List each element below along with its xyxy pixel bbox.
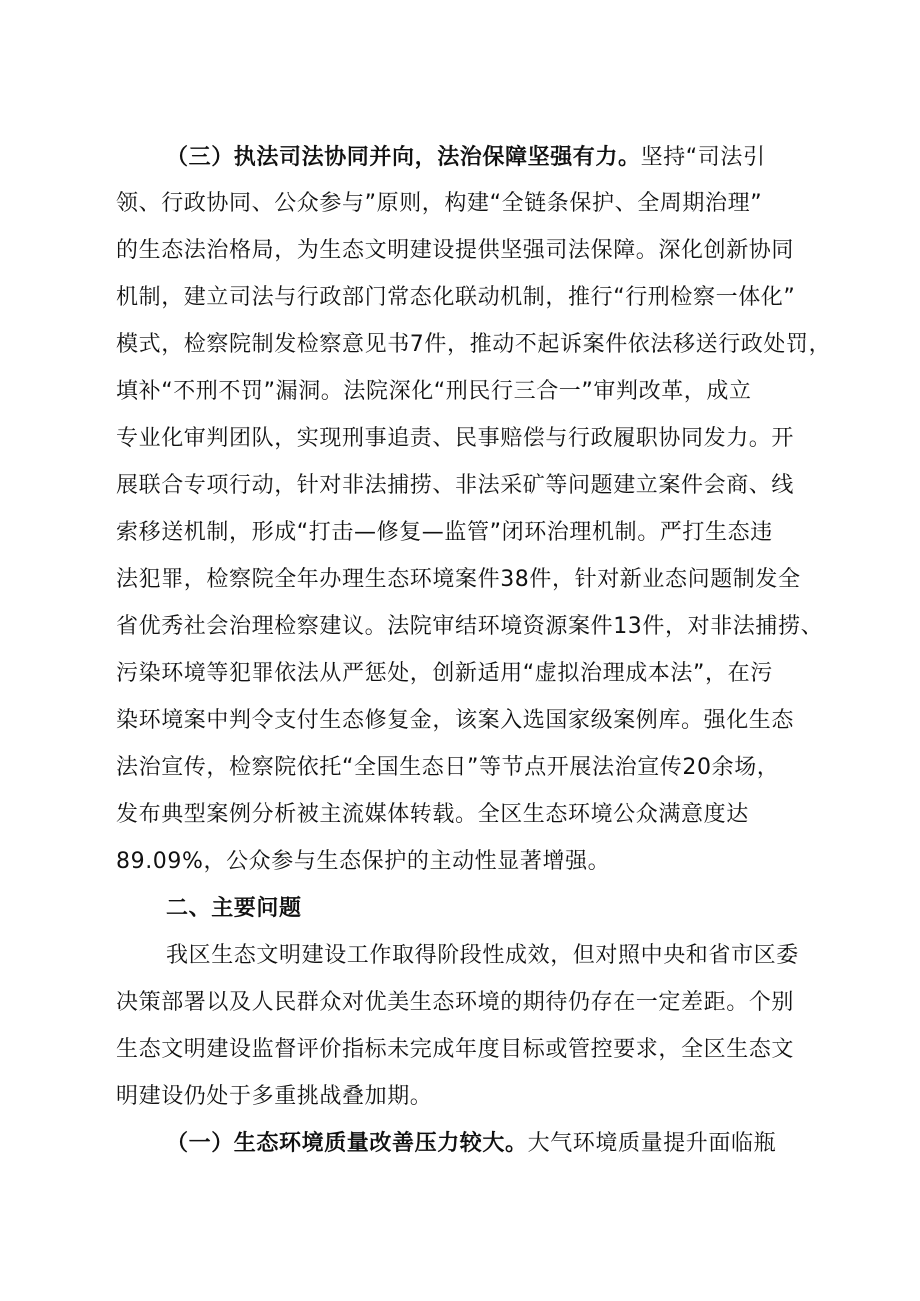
paragraph-line: 明建设仍处于多重挑战叠加期。	[116, 1084, 433, 1109]
section-heading-main-problems: 二、主要问题	[166, 896, 302, 921]
paragraph-line: 污染环境等犯罪依法从严惩处，创新适用“虚拟治理成本法”，在污	[116, 661, 773, 686]
subsection-1-first-line	[166, 1129, 776, 1159]
paragraph-line: 领、行政协同、公众参与”原则，构建“全链条保护、全周期治理”	[116, 191, 763, 216]
paragraph-line: 省优秀社会治理检察建议。法院审结环境资源案件13件，对非法捕捞、	[116, 614, 824, 639]
paragraph-line: 我区生态文明建设工作取得阶段性成效，但对照中央和省市区委	[166, 943, 799, 968]
paragraph-line: 机制，建立司法与行政部门常态化联动机制，推行“行刑检察一体化”	[116, 285, 796, 310]
section-3-heading: （三）执法司法协同并向，法治保障坚强有力。	[166, 145, 641, 170]
paragraph-line: 决策部署以及人民群众对优美生态环境的期待仍存在一定差距。个别	[116, 990, 795, 1015]
paragraph-line: 展联合专项行动，针对非法捕捞、非法采矿等问题建立案件会商、线	[116, 473, 795, 498]
paragraph-line: 的生态法治格局，为生态文明建设提供坚强司法保障。深化创新协同	[116, 238, 795, 263]
paragraph-line: 索移送机制，形成“打击—修复—监管”闭环治理机制。严打生态违	[116, 520, 773, 545]
paragraph-line: 专业化审判团队，实现刑事追责、民事赔偿与行政履职协同发力。开	[116, 426, 795, 451]
paragraph-line: 染环境案中判令支付生态修复金，该案入选国家级案例库。强化生态	[116, 708, 795, 733]
paragraph-line: 大气环境质量提升面临瓶	[527, 1131, 777, 1156]
subsection-1-heading: （一）生态环境质量改善压力较大。	[166, 1131, 528, 1156]
paragraph-line: 89.09%，公众参与生态保护的主动性显著增强。	[116, 849, 611, 874]
paragraph-line: 模式，检察院制发检察意见书7件，推动不起诉案件依法移送行政处罚，	[116, 332, 832, 357]
paragraph-line: 法犯罪，检察院全年办理生态环境案件38件，针对新业态问题制发全	[116, 567, 801, 592]
paragraph-line: 发布典型案例分析被主流媒体转载。全区生态环境公众满意度达	[116, 802, 749, 827]
paragraph-line: 填补“不刑不罚”漏洞。法院深化“刑民行三合一”审判改革，成立	[116, 379, 752, 404]
section-3-first-line	[166, 143, 766, 173]
paragraph-line: 生态文明建设监督评价指标未完成年度目标或管控要求，全区生态文	[116, 1037, 795, 1062]
paragraph-line: 法治宣传，检察院依托“全国生态日”等节点开展法治宣传20余场，	[116, 755, 780, 780]
paragraph-line: 坚持“司法引	[640, 145, 766, 170]
